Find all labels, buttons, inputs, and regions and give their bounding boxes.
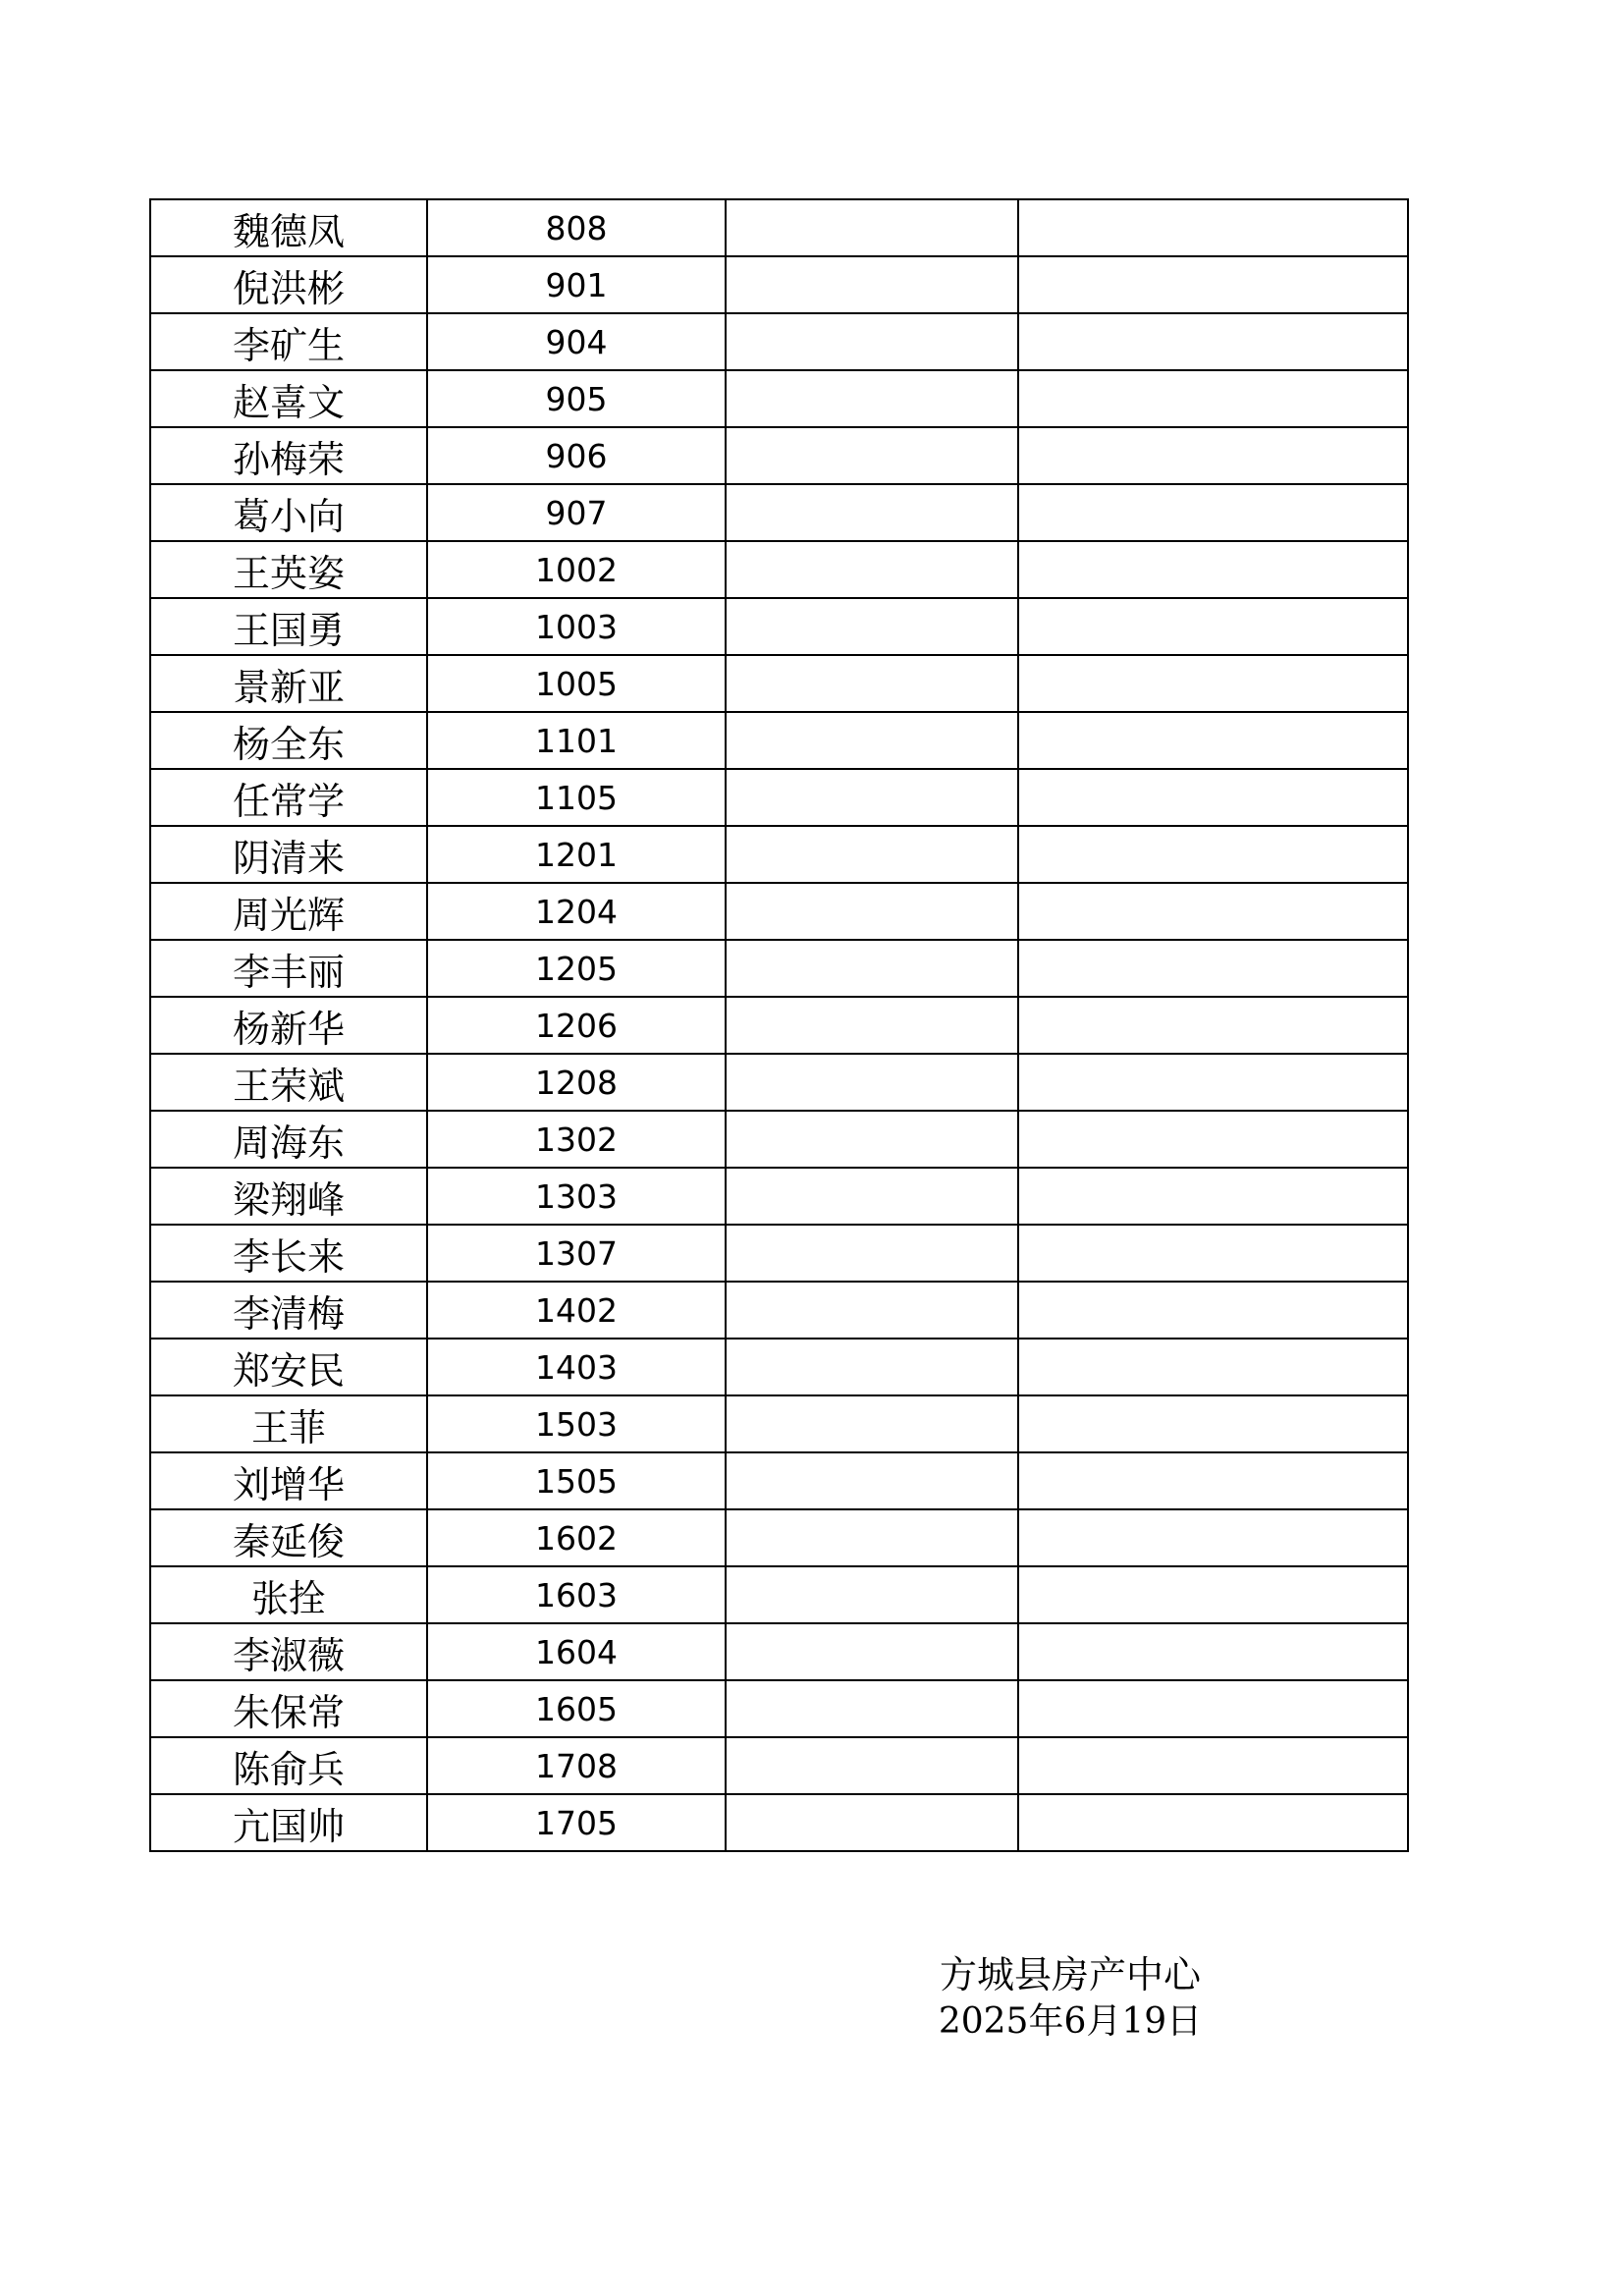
empty-cell (726, 940, 1018, 997)
empty-cell (726, 199, 1018, 256)
empty-cell (1018, 997, 1408, 1054)
resident-name-cell: 王菲 (150, 1395, 427, 1452)
room-number-cell: 1705 (427, 1794, 726, 1851)
resident-name-cell: 朱保常 (150, 1680, 427, 1737)
room-number-cell: 904 (427, 313, 726, 370)
table-row (150, 1566, 1408, 1623)
empty-cell (1018, 883, 1408, 940)
table-row (150, 997, 1408, 1054)
room-number-cell: 905 (427, 370, 726, 427)
empty-cell (1018, 1339, 1408, 1395)
table-row (150, 1680, 1408, 1737)
table-row (150, 256, 1408, 313)
resident-name-cell: 赵喜文 (150, 370, 427, 427)
empty-cell (1018, 598, 1408, 655)
empty-cell (1018, 769, 1408, 826)
empty-cell (1018, 1623, 1408, 1680)
resident-name-cell: 亢国帅 (150, 1794, 427, 1851)
room-number-cell: 1302 (427, 1111, 726, 1168)
table-row (150, 598, 1408, 655)
empty-cell (726, 427, 1018, 484)
empty-cell (726, 655, 1018, 712)
empty-cell (726, 1111, 1018, 1168)
empty-cell (1018, 541, 1408, 598)
resident-name-cell: 李长来 (150, 1225, 427, 1282)
resident-name-cell: 秦延俊 (150, 1509, 427, 1566)
empty-cell (1018, 313, 1408, 370)
empty-cell (1018, 826, 1408, 883)
issuer-name: 方城县房产中心 (939, 1953, 1201, 1996)
empty-cell (726, 313, 1018, 370)
resident-name-cell: 梁翔峰 (150, 1168, 427, 1225)
empty-cell (1018, 1054, 1408, 1111)
table-row (150, 484, 1408, 541)
empty-cell (726, 1168, 1018, 1225)
empty-cell (726, 769, 1018, 826)
empty-cell (1018, 712, 1408, 769)
room-number-cell: 1708 (427, 1737, 726, 1794)
table-row (150, 199, 1408, 256)
resident-name-cell: 王荣斌 (150, 1054, 427, 1111)
empty-cell (726, 1680, 1018, 1737)
empty-cell (726, 484, 1018, 541)
empty-cell (726, 1794, 1018, 1851)
resident-name-cell: 刘增华 (150, 1452, 427, 1509)
empty-cell (1018, 199, 1408, 256)
empty-cell (1018, 370, 1408, 427)
empty-cell (726, 1339, 1018, 1395)
resident-name-cell: 任常学 (150, 769, 427, 826)
empty-cell (726, 883, 1018, 940)
room-number-cell: 1303 (427, 1168, 726, 1225)
empty-cell (1018, 940, 1408, 997)
empty-cell (726, 598, 1018, 655)
resident-name-cell: 杨全东 (150, 712, 427, 769)
room-number-cell: 1307 (427, 1225, 726, 1282)
room-number-cell: 1002 (427, 541, 726, 598)
empty-cell (1018, 1680, 1408, 1737)
issue-date: 2025年6月19日 (938, 2001, 1203, 2042)
room-number-cell: 1105 (427, 769, 726, 826)
table-row (150, 427, 1408, 484)
empty-cell (1018, 1225, 1408, 1282)
table-row (150, 1054, 1408, 1111)
empty-cell (726, 1225, 1018, 1282)
room-number-cell: 1603 (427, 1566, 726, 1623)
resident-name-cell: 陈俞兵 (150, 1737, 427, 1794)
room-number-cell: 1201 (427, 826, 726, 883)
room-number-cell: 1402 (427, 1282, 726, 1339)
room-number-cell: 1604 (427, 1623, 726, 1680)
empty-cell (1018, 484, 1408, 541)
room-number-cell: 1205 (427, 940, 726, 997)
empty-cell (726, 712, 1018, 769)
table-row (150, 1225, 1408, 1282)
table-row (150, 826, 1408, 883)
table-row (150, 769, 1408, 826)
room-number-cell: 1403 (427, 1339, 726, 1395)
room-number-cell: 907 (427, 484, 726, 541)
resident-name-cell: 周海东 (150, 1111, 427, 1168)
table-row (150, 1339, 1408, 1395)
room-number-cell: 1003 (427, 598, 726, 655)
table-row (150, 883, 1408, 940)
empty-cell (1018, 1395, 1408, 1452)
resident-name-cell: 周光辉 (150, 883, 427, 940)
empty-cell (726, 1054, 1018, 1111)
resident-name-cell: 王国勇 (150, 598, 427, 655)
room-number-cell: 1605 (427, 1680, 726, 1737)
table-row (150, 1509, 1408, 1566)
empty-cell (726, 1282, 1018, 1339)
empty-cell (726, 370, 1018, 427)
table-row (150, 712, 1408, 769)
resident-name-cell: 魏德凤 (150, 199, 427, 256)
resident-name-cell: 倪洪彬 (150, 256, 427, 313)
room-number-cell: 1505 (427, 1452, 726, 1509)
table-row (150, 1395, 1408, 1452)
table-row (150, 541, 1408, 598)
table-row (150, 940, 1408, 997)
roster-table-body (150, 199, 1408, 1851)
resident-name-cell: 李矿生 (150, 313, 427, 370)
empty-cell (1018, 427, 1408, 484)
table-row (150, 370, 1408, 427)
empty-cell (1018, 1566, 1408, 1623)
table-row (150, 1794, 1408, 1851)
table-row (150, 1282, 1408, 1339)
room-number-cell: 906 (427, 427, 726, 484)
room-number-cell: 808 (427, 199, 726, 256)
empty-cell (726, 1623, 1018, 1680)
resident-name-cell: 阴清来 (150, 826, 427, 883)
resident-name-cell: 李淑薇 (150, 1623, 427, 1680)
resident-name-cell: 王英姿 (150, 541, 427, 598)
table-row (150, 1168, 1408, 1225)
resident-name-cell: 葛小向 (150, 484, 427, 541)
empty-cell (726, 1452, 1018, 1509)
empty-cell (726, 997, 1018, 1054)
empty-cell (1018, 1452, 1408, 1509)
room-number-cell: 901 (427, 256, 726, 313)
empty-cell (1018, 1168, 1408, 1225)
empty-cell (1018, 1111, 1408, 1168)
empty-cell (726, 826, 1018, 883)
table-row (150, 1737, 1408, 1794)
empty-cell (1018, 655, 1408, 712)
empty-cell (726, 1737, 1018, 1794)
room-number-cell: 1503 (427, 1395, 726, 1452)
resident-name-cell: 孙梅荣 (150, 427, 427, 484)
empty-cell (1018, 1737, 1408, 1794)
room-number-cell: 1101 (427, 712, 726, 769)
room-number-cell: 1005 (427, 655, 726, 712)
empty-cell (1018, 256, 1408, 313)
room-number-cell: 1208 (427, 1054, 726, 1111)
resident-name-cell: 李丰丽 (150, 940, 427, 997)
room-number-cell: 1206 (427, 997, 726, 1054)
empty-cell (1018, 1282, 1408, 1339)
empty-cell (726, 541, 1018, 598)
empty-cell (726, 256, 1018, 313)
table-row (150, 655, 1408, 712)
empty-cell (1018, 1509, 1408, 1566)
resident-name-cell: 郑安民 (150, 1339, 427, 1395)
empty-cell (1018, 1794, 1408, 1851)
empty-cell (726, 1509, 1018, 1566)
empty-cell (726, 1566, 1018, 1623)
table-row (150, 1623, 1408, 1680)
resident-name-cell: 张拴 (150, 1566, 427, 1623)
roster-table (149, 198, 1409, 1852)
table-row (150, 1111, 1408, 1168)
table-row (150, 1452, 1408, 1509)
resident-name-cell: 杨新华 (150, 997, 427, 1054)
resident-name-cell: 景新亚 (150, 655, 427, 712)
room-number-cell: 1602 (427, 1509, 726, 1566)
resident-name-cell: 李清梅 (150, 1282, 427, 1339)
table-row (150, 313, 1408, 370)
empty-cell (726, 1395, 1018, 1452)
room-number-cell: 1204 (427, 883, 726, 940)
